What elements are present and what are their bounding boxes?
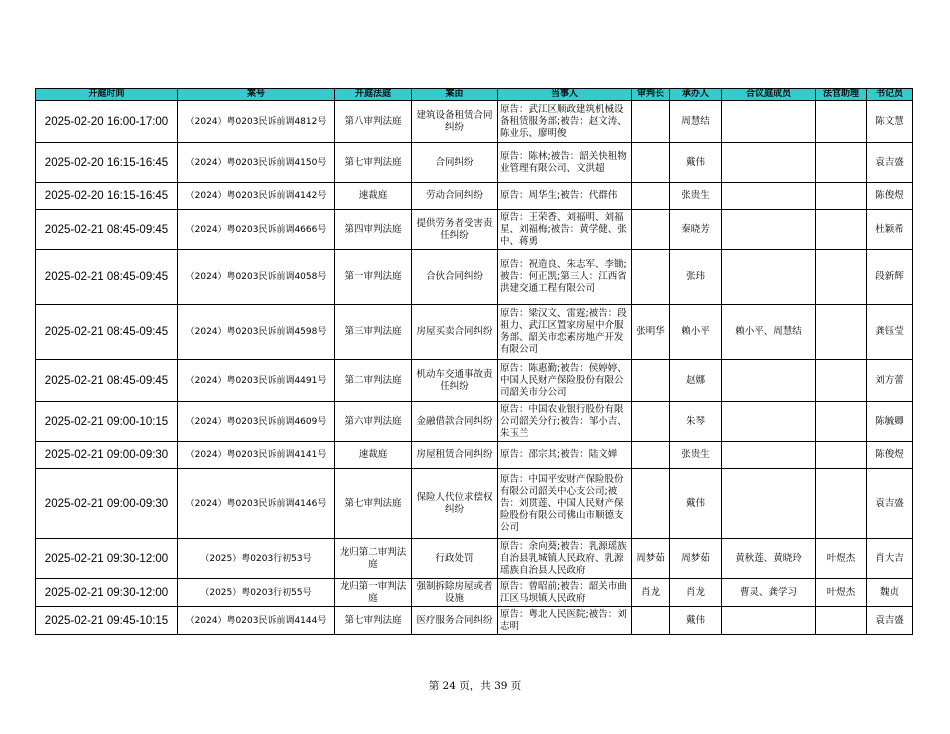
cell-parties: 原告：祝造良、朱志军、李锄;被告：何正凯;第三人：江西省洪建交通工程有限公司 — [498, 250, 632, 305]
cell-cause: 房屋租赁合同纠纷 — [412, 442, 498, 469]
cell-case-number: （2024）粤0203民诉前调4144号 — [178, 607, 335, 635]
cell-clerk: 陈俊煜 — [867, 183, 913, 210]
cell-case-number: （2025）粤0203行初53号 — [178, 539, 335, 579]
cell-handling-judge: 肖龙 — [670, 579, 722, 607]
cell-parties: 原告：梁汉文、雷霆;被告：段祖力、武江区置家房屋中介服务部、韶关市恋素房地产开发有限公司 — [498, 305, 632, 360]
cell-hearing-time: 2025-02-20 16:15-16:45 — [36, 143, 178, 183]
cell-handling-judge: 戴伟 — [670, 143, 722, 183]
cell-handling-judge: 戴伟 — [670, 469, 722, 539]
cell-handling-judge: 赵娜 — [670, 360, 722, 402]
cell-courtroom: 第七审判法庭 — [335, 469, 412, 539]
cell-parties: 原告：邵宗其;被告：陆文婵 — [498, 442, 632, 469]
cell-clerk: 袁吉盛 — [867, 607, 913, 635]
table-row — [36, 402, 913, 442]
cell-judge-assistant — [816, 101, 867, 143]
cell-parties: 原告：余向葵;被告：乳源瑶族自治县乳城镇人民政府、乳源瑶族自治县人民政府 — [498, 539, 632, 579]
cell-case-number: （2024）粤0203民诉前调4142号 — [178, 183, 335, 210]
cell-judge-assistant — [816, 360, 867, 402]
cell-cause: 合伙合同纠纷 — [412, 250, 498, 305]
cell-panel-members: 黄秋莲、黄晓玲 — [722, 539, 816, 579]
page-number-footer: 第 24 页，共 39 页 — [428, 680, 522, 692]
cell-cause: 强制拆除房屋或者设施 — [412, 579, 498, 607]
header-parties: 当事人 — [498, 89, 632, 101]
cell-handling-judge: 周慧结 — [670, 101, 722, 143]
cell-parties: 原告：王荣香、刘福明、刘福星、刘福梅;被告：黄学健、张中、蒋勇 — [498, 210, 632, 250]
cell-presiding-judge: 肖龙 — [632, 579, 670, 607]
cell-handling-judge: 戴伟 — [670, 607, 722, 635]
header-panel-members: 合议庭成员 — [722, 89, 816, 101]
cell-clerk: 陈毓卿 — [867, 402, 913, 442]
cell-courtroom: 速裁庭 — [335, 183, 412, 210]
cell-parties: 原告：陈林;被告：韶关快租物业管理有限公司、文洪超 — [498, 143, 632, 183]
cell-case-number: （2024）粤0203民诉前调4141号 — [178, 442, 335, 469]
cell-handling-judge: 张玮 — [670, 250, 722, 305]
cell-panel-members — [722, 183, 816, 210]
cell-panel-members — [722, 607, 816, 635]
cell-panel-members — [722, 250, 816, 305]
cell-hearing-time: 2025-02-21 09:00-09:30 — [36, 469, 178, 539]
cell-cause: 机动车交通事故责任纠纷 — [412, 360, 498, 402]
table-row — [36, 143, 913, 183]
cell-judge-assistant — [816, 442, 867, 469]
header-hearing-time: 开庭时间 — [36, 89, 178, 101]
cell-clerk: 肖大吉 — [867, 539, 913, 579]
table-row — [36, 579, 913, 607]
cell-panel-members: 赖小平、周慧结 — [722, 305, 816, 360]
cell-hearing-time: 2025-02-21 08:45-09:45 — [36, 210, 178, 250]
cell-panel-members — [722, 402, 816, 442]
cell-cause: 建筑设备租赁合同纠纷 — [412, 101, 498, 143]
cell-clerk: 陈文慧 — [867, 101, 913, 143]
header-handling-judge: 承办人 — [670, 89, 722, 101]
cell-judge-assistant: 叶煜杰 — [816, 539, 867, 579]
cell-hearing-time: 2025-02-21 08:45-09:45 — [36, 305, 178, 360]
cell-presiding-judge — [632, 402, 670, 442]
cell-presiding-judge — [632, 360, 670, 402]
cell-judge-assistant — [816, 143, 867, 183]
header-judge-assistant: 法官助理 — [816, 89, 867, 101]
cell-handling-judge: 张贵生 — [670, 442, 722, 469]
header-presiding-judge: 审判长 — [632, 89, 670, 101]
cell-hearing-time: 2025-02-21 09:00-10:15 — [36, 402, 178, 442]
cell-presiding-judge — [632, 250, 670, 305]
table-row — [36, 469, 913, 539]
cell-cause: 保险人代位求偿权纠纷 — [412, 469, 498, 539]
table-row — [36, 305, 913, 360]
cell-case-number: （2024）粤0203民诉前调4491号 — [178, 360, 335, 402]
cell-cause: 合同纠纷 — [412, 143, 498, 183]
cell-handling-judge: 秦晓芳 — [670, 210, 722, 250]
cell-clerk: 袁吉盛 — [867, 469, 913, 539]
cell-panel-members — [722, 442, 816, 469]
cell-presiding-judge: 张明华 — [632, 305, 670, 360]
cell-handling-judge: 赖小平 — [670, 305, 722, 360]
cell-judge-assistant — [816, 305, 867, 360]
cell-cause: 房屋买卖合同纠纷 — [412, 305, 498, 360]
cell-case-number: （2024）粤0203民诉前调4058号 — [178, 250, 335, 305]
cell-judge-assistant: 叶煜杰 — [816, 579, 867, 607]
cell-courtroom: 第四审判法庭 — [335, 210, 412, 250]
cell-hearing-time: 2025-02-20 16:15-16:45 — [36, 183, 178, 210]
cell-courtroom: 第六审判法庭 — [335, 402, 412, 442]
header-clerk: 书记员 — [867, 89, 913, 101]
hearing-schedule-table — [35, 88, 913, 635]
cell-courtroom: 第三审判法庭 — [335, 305, 412, 360]
cell-handling-judge: 周梦茹 — [670, 539, 722, 579]
cell-panel-members — [722, 469, 816, 539]
cell-presiding-judge — [632, 210, 670, 250]
table-row — [36, 539, 913, 579]
cell-parties: 原告：周华生;被告：代群伟 — [498, 183, 632, 210]
cell-cause: 提供劳务者受害责任纠纷 — [412, 210, 498, 250]
cell-case-number: （2024）粤0203民诉前调4150号 — [178, 143, 335, 183]
cell-case-number: （2024）粤0203民诉前调4598号 — [178, 305, 335, 360]
cell-judge-assistant — [816, 607, 867, 635]
table-header-row — [36, 89, 913, 101]
cell-hearing-time: 2025-02-21 08:45-09:45 — [36, 360, 178, 402]
cell-clerk: 袁吉盛 — [867, 143, 913, 183]
cell-case-number: （2025）粤0203行初55号 — [178, 579, 335, 607]
cell-courtroom: 龙归第一审判法庭 — [335, 579, 412, 607]
cell-courtroom: 第七审判法庭 — [335, 143, 412, 183]
cell-parties: 原告：中国平安财产保险股份有限公司韶关中心支公司;被告：刘贯莲、中国人民财产保险股份有限公司佛山市顺德支公司 — [498, 469, 632, 539]
cell-hearing-time: 2025-02-21 09:30-12:00 — [36, 579, 178, 607]
cell-handling-judge: 朱琴 — [670, 402, 722, 442]
cell-judge-assistant — [816, 250, 867, 305]
cell-presiding-judge: 周梦茹 — [632, 539, 670, 579]
cell-clerk: 刘方蕾 — [867, 360, 913, 402]
cell-parties: 原告：曾昭前;被告：韶关市曲江区马坝镇人民政府 — [498, 579, 632, 607]
cell-courtroom: 第一审判法庭 — [335, 250, 412, 305]
table-row — [36, 210, 913, 250]
cell-presiding-judge — [632, 101, 670, 143]
cell-clerk: 杜颖希 — [867, 210, 913, 250]
cell-clerk: 魏贞 — [867, 579, 913, 607]
cell-cause: 医疗服务合同纠纷 — [412, 607, 498, 635]
header-case-number: 案号 — [178, 89, 335, 101]
cell-handling-judge: 张贵生 — [670, 183, 722, 210]
cell-presiding-judge — [632, 469, 670, 539]
cell-hearing-time: 2025-02-20 16:00-17:00 — [36, 101, 178, 143]
cell-hearing-time: 2025-02-21 08:45-09:45 — [36, 250, 178, 305]
cell-panel-members — [722, 360, 816, 402]
cell-panel-members — [722, 143, 816, 183]
cell-case-number: （2024）粤0203民诉前调4666号 — [178, 210, 335, 250]
cell-courtroom: 第八审判法庭 — [335, 101, 412, 143]
table-row — [36, 101, 913, 143]
cell-presiding-judge — [632, 442, 670, 469]
cell-panel-members: 曹灵、龚学习 — [722, 579, 816, 607]
cell-courtroom: 第七审判法庭 — [335, 607, 412, 635]
cell-panel-members — [722, 101, 816, 143]
cell-parties: 原告：武江区顺政建筑机械设备租赁服务部;被告：赵文涛、陈业乐、廖明俊 — [498, 101, 632, 143]
cell-judge-assistant — [816, 210, 867, 250]
cell-clerk: 陈俊煜 — [867, 442, 913, 469]
table-row — [36, 183, 913, 210]
header-courtroom: 开庭法庭 — [335, 89, 412, 101]
cell-case-number: （2024）粤0203民诉前调4609号 — [178, 402, 335, 442]
cell-hearing-time: 2025-02-21 09:30-12:00 — [36, 539, 178, 579]
cell-courtroom: 第二审判法庭 — [335, 360, 412, 402]
table-row — [36, 442, 913, 469]
cell-presiding-judge — [632, 143, 670, 183]
cell-judge-assistant — [816, 469, 867, 539]
cell-hearing-time: 2025-02-21 09:00-09:30 — [36, 442, 178, 469]
cell-case-number: （2024）粤0203民诉前调4812号 — [178, 101, 335, 143]
cell-parties: 原告：陈惠勤;被告：侯婷婷、中国人民财产保险股份有限公司韶关市分公司 — [498, 360, 632, 402]
cell-courtroom: 速裁庭 — [335, 442, 412, 469]
cell-presiding-judge — [632, 183, 670, 210]
cell-clerk: 龚钰莹 — [867, 305, 913, 360]
table-row — [36, 250, 913, 305]
cell-case-number: （2024）粤0203民诉前调4146号 — [178, 469, 335, 539]
table-row — [36, 360, 913, 402]
header-cause: 案由 — [412, 89, 498, 101]
cell-judge-assistant — [816, 183, 867, 210]
table-row — [36, 607, 913, 635]
cell-cause: 劳动合同纠纷 — [412, 183, 498, 210]
cell-presiding-judge — [632, 607, 670, 635]
cell-panel-members — [722, 210, 816, 250]
cell-clerk: 段新辉 — [867, 250, 913, 305]
cell-cause: 行政处罚 — [412, 539, 498, 579]
cell-cause: 金融借款合同纠纷 — [412, 402, 498, 442]
cell-parties: 原告：中国农业银行股份有限公司韶关分行;被告：邹小吉、朱玉兰 — [498, 402, 632, 442]
cell-parties: 原告：粤北人民医院;被告：刘志明 — [498, 607, 632, 635]
cell-judge-assistant — [816, 402, 867, 442]
cell-hearing-time: 2025-02-21 09:45-10:15 — [36, 607, 178, 635]
cell-courtroom: 龙归第二审判法庭 — [335, 539, 412, 579]
